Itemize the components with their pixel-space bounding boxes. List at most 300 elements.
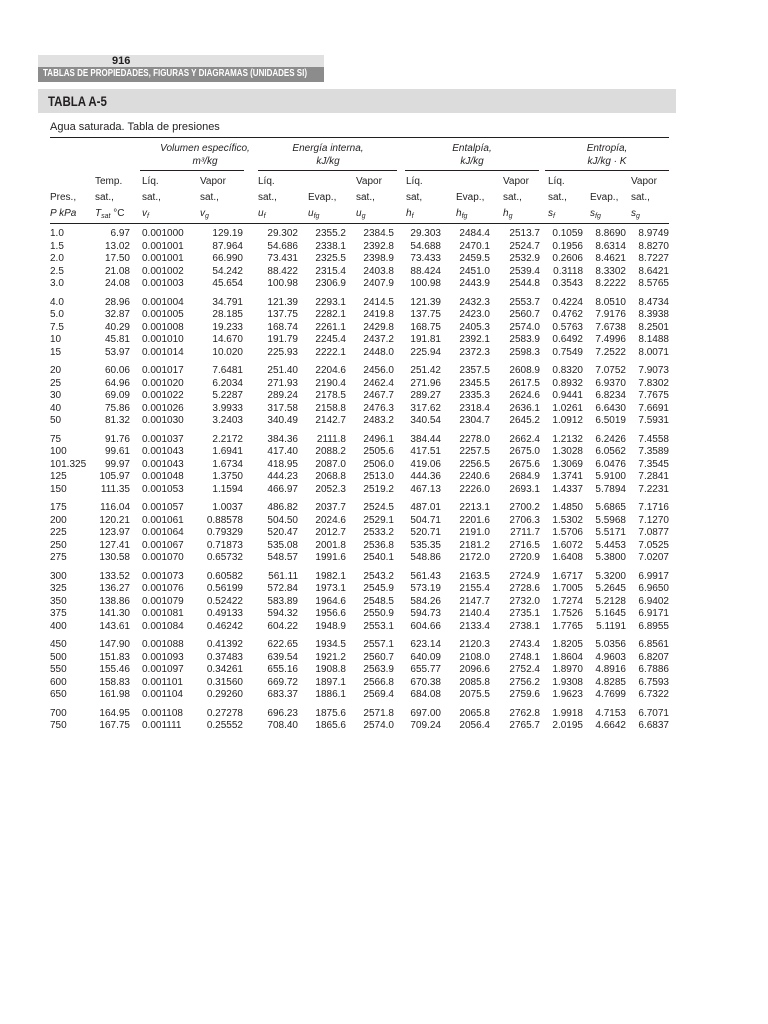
col-ug-line1: Vapor [356,176,382,187]
cell-sfg: 4.7153 [595,707,626,719]
cell-ug: 2533.2 [363,527,394,538]
cell-hf: 271.96 [410,377,441,389]
row-group [0,434,768,497]
cell-hf: 121.39 [410,296,441,308]
cell-pres: 3.0 [50,278,64,289]
cell-pres: 10 [50,334,62,345]
cell-hg: 2756.2 [509,676,540,688]
cell-uf: 669.72 [267,676,298,688]
cell-hf: 623.14 [410,639,441,650]
cell-uf: 137.75 [267,309,298,320]
cell-hfg: 2432.3 [459,296,490,308]
table-row [0,278,768,291]
col-header-vg [200,174,226,225]
cell-ufg: 1982.1 [315,570,346,582]
cell-ug: 2560.7 [363,651,394,663]
cell-sfg: 8.4621 [595,253,626,264]
cell-sfg: 6.0562 [595,446,626,457]
cell-vg: 0.56199 [206,583,243,594]
cell-ug: 2557.1 [363,639,394,650]
cell-uf: 594.32 [267,608,298,619]
col-pres-line2: P kPa [50,208,77,219]
table-row [0,652,768,665]
cell-sg: 6.8207 [638,651,669,663]
cell-vf: 0.001008 [142,321,184,333]
group-header-volumen [140,142,270,168]
cell-temp: 127.41 [99,539,130,551]
cell-sfg: 5.3200 [595,570,626,582]
cell-uf: 88.422 [267,265,298,277]
cell-temp: 45.81 [104,334,130,345]
cell-sf: 1.8604 [552,651,583,663]
cell-sf: 2.0195 [552,720,583,731]
cell-uf: 466.97 [267,483,298,495]
running-head-band [38,55,324,67]
cell-vg: 2.2172 [212,433,243,445]
cell-temp: 138.86 [99,595,130,607]
group-volumen-line2: m³/kg [192,156,218,167]
cell-uf: 418.95 [267,458,298,470]
cell-vf: 0.001030 [142,415,184,426]
col-sg-line2: sat., [631,192,650,203]
cell-vf: 0.001067 [142,539,184,551]
cell-vg: 0.37483 [206,651,243,663]
cell-temp: 13.02 [104,240,130,252]
cell-ug: 2566.8 [363,676,394,688]
cell-hg: 2738.1 [509,620,540,632]
cell-vf: 0.001026 [142,402,184,414]
cell-uf: 604.22 [267,620,298,632]
group-entalpia-line1: Entalpía, [452,143,492,154]
cell-vg: 1.6734 [212,458,243,470]
table-row [0,347,768,360]
cell-ug: 2536.8 [363,539,394,551]
cell-vg: 10.020 [212,346,243,358]
cell-vf: 0.001043 [142,458,184,470]
cell-ug: 2392.8 [363,240,394,252]
cell-sg: 8.5765 [638,278,669,289]
cell-ug: 2540.1 [363,552,394,563]
cell-sfg: 5.6865 [595,502,626,513]
col-vg-line2: sat., [200,192,219,203]
table-row [0,571,768,584]
cell-vf: 0.001004 [142,296,184,308]
cell-temp: 143.61 [99,620,130,632]
table-row [0,390,768,403]
cell-sf: 0.6492 [552,334,583,345]
cell-sfg: 8.3302 [595,265,626,277]
cell-sg: 7.0525 [638,539,669,551]
col-sg-line3: $s_g$ [631,208,640,220]
group-header-entalpia [405,142,539,168]
cell-pres: 125 [50,471,67,482]
col-hg-line2: sat., [503,192,522,203]
col-hfg-line2: $h_{fg}$ [456,208,468,220]
cell-hf: 384.44 [410,433,441,445]
cell-sfg: 5.1645 [595,608,626,619]
cell-hg: 2675.0 [509,446,540,457]
cell-sfg: 6.5019 [595,415,626,426]
cell-temp: 130.58 [99,552,130,563]
cell-pres: 750 [50,720,67,731]
cell-hfg: 2318.4 [459,402,490,414]
col-ug-line3: $u_g$ [356,208,366,220]
table-row [0,228,768,241]
cell-uf: 73.431 [267,253,298,264]
cell-temp: 81.32 [104,415,130,426]
cell-pres: 350 [50,595,67,607]
cell-temp: 24.08 [104,278,130,289]
cell-uf: 639.54 [267,651,298,663]
cell-hfg: 2213.1 [459,502,490,513]
cell-sf: 0.8932 [552,377,583,389]
cell-hf: 697.00 [410,707,441,719]
cell-vf: 0.001108 [142,707,183,719]
cell-hg: 2560.7 [509,309,540,320]
cell-ufg: 2001.8 [315,539,346,551]
cell-hf: 444.36 [410,471,441,482]
cell-hfg: 2056.4 [459,720,490,731]
cell-sg: 8.0071 [638,346,669,358]
cell-hfg: 2191.0 [459,527,490,538]
cell-hfg: 2096.6 [459,664,490,675]
cell-sfg: 5.1191 [596,620,626,632]
cell-hg: 2748.1 [509,651,540,663]
group-entalpia-line2: kJ/kg [460,156,484,167]
cell-temp: 60.06 [104,365,130,376]
cell-vg: 0.79329 [206,527,243,538]
cell-ug: 2506.0 [363,458,394,470]
group-energia-line1: Energía interna, [292,143,364,154]
cell-ufg: 2245.4 [315,334,346,345]
cell-vg: 87.964 [212,240,243,252]
cell-hf: 670.38 [410,676,441,688]
table-body [0,228,768,739]
cell-sg: 7.2841 [638,471,669,482]
cell-sfg: 7.2522 [595,346,626,358]
cell-vg: 19.233 [212,321,243,333]
cell-vg: 1.1594 [212,483,243,495]
cell-pres: 101.325 [50,458,87,470]
cell-sf: 1.4850 [552,502,583,513]
cell-hg: 2544.8 [509,278,540,289]
cell-ug: 2467.7 [363,390,394,401]
cell-vf: 0.001048 [142,471,184,482]
cell-uf: 486.82 [267,502,298,513]
col-header-ug [356,174,382,225]
cell-sf: 1.7765 [552,620,583,632]
group-entropia-line1: Entropía, [586,143,628,154]
cell-vf: 0.001084 [142,620,184,632]
cell-vg: 0.60582 [206,570,243,582]
cell-ug: 2545.9 [363,583,394,594]
group-rule-entropia [545,170,669,171]
cell-hfg: 2226.0 [459,483,490,495]
cell-uf: 271.93 [267,377,298,389]
table-row [0,241,768,254]
cell-ufg: 2088.2 [315,446,346,457]
cell-pres: 1.0 [50,228,64,239]
cell-ufg: 2012.7 [315,527,346,538]
table-row [0,471,768,484]
cell-sfg: 8.8690 [595,228,626,239]
cell-sf: 1.6717 [552,570,583,582]
cell-ug: 2513.0 [363,471,394,482]
cell-hg: 2752.4 [509,664,540,675]
cell-ufg: 2087.0 [315,458,346,470]
cell-temp: 28.96 [104,296,130,308]
cell-sf: 1.3741 [552,471,583,482]
cell-ug: 2550.9 [363,608,394,619]
cell-ug: 2403.8 [363,265,394,277]
cell-ug: 2462.4 [363,377,394,389]
col-header-ufg [308,190,336,225]
cell-sf: 1.3069 [552,458,583,470]
cell-temp: 53.97 [104,346,130,358]
cell-sfg: 6.0476 [595,458,626,470]
cell-sfg: 5.0356 [595,639,626,650]
cell-sfg: 4.8285 [595,676,626,688]
cell-pres: 325 [50,583,67,594]
cell-temp: 133.52 [99,570,130,582]
cell-hg: 2684.9 [509,471,540,482]
cell-vg: 28.185 [212,309,243,320]
cell-pres: 40 [50,402,62,414]
cell-hfg: 2257.5 [459,446,490,457]
cell-hf: 88.424 [410,265,441,277]
cell-sg: 6.9917 [638,570,669,582]
cell-hf: 73.433 [410,253,441,264]
cell-hg: 2728.6 [509,583,540,594]
cell-vf: 0.001020 [142,377,184,389]
cell-sg: 7.2231 [638,483,669,495]
running-head-bar [38,67,324,82]
cell-sg: 8.9749 [638,228,669,239]
cell-temp: 99.61 [104,446,130,457]
cell-sfg: 5.2128 [595,595,626,607]
cell-vf: 0.001014 [142,346,184,358]
cell-hg: 2608.9 [509,365,540,376]
cell-uf: 191.79 [267,334,298,345]
col-ufg-line1: Evap., [308,192,337,203]
cell-hf: 504.71 [410,514,441,526]
cell-uf: 225.93 [267,346,298,358]
cell-vf: 0.001010 [142,334,184,345]
cell-vf: 0.001073 [142,570,184,582]
cell-hf: 535.35 [410,539,441,551]
cell-hg: 2532.9 [509,253,540,264]
cell-vg: 34.791 [212,296,243,308]
cell-sf: 0.2606 [552,253,583,264]
cell-temp: 64.96 [104,377,130,389]
cell-pres: 500 [50,651,67,663]
cell-hf: 54.688 [410,240,441,252]
group-volumen-line1: Volumen específico, [160,143,250,154]
cell-hg: 2636.1 [509,402,540,414]
col-vf-line1: Líq. [142,176,159,187]
col-header-sfg [590,190,618,225]
cell-pres: 4.0 [50,296,64,308]
col-vf-line2: sat., [142,192,161,203]
col-temp-line2: sat., [95,192,114,203]
cell-temp: 6.97 [110,228,130,239]
cell-sg: 8.7227 [638,253,669,264]
cell-sf: 1.6072 [552,539,583,551]
cell-sf: 1.8970 [552,664,583,675]
cell-uf: 561.11 [268,570,298,582]
cell-ug: 2524.5 [363,502,394,513]
cell-vf: 0.001000 [142,228,184,239]
cell-hfg: 2172.0 [459,552,490,563]
cell-vf: 0.001093 [142,651,184,663]
cell-sfg: 5.7894 [595,483,626,495]
cell-ug: 2476.3 [363,402,394,414]
cell-hf: 684.08 [410,689,441,700]
cell-hfg: 2304.7 [459,415,490,426]
cell-hfg: 2108.0 [459,651,490,663]
cell-pres: 75 [50,433,62,445]
cell-sf: 1.0261 [552,402,583,414]
col-vg-line3: $v_g$ [200,208,209,220]
cell-uf: 655.16 [267,664,298,675]
table-row [0,708,768,721]
cell-ufg: 1921.2 [315,651,346,663]
cell-vf: 0.001002 [142,265,184,277]
cell-pres: 375 [50,608,67,619]
cell-hfg: 2405.3 [459,321,490,333]
col-header-hfg [456,190,484,225]
cell-vg: 45.654 [212,278,243,289]
cell-ufg: 2306.9 [315,278,346,289]
cell-vf: 0.001064 [142,527,184,538]
cell-sg: 8.8270 [638,240,669,252]
cell-ufg: 2293.1 [315,296,346,308]
cell-hfg: 2335.3 [459,390,490,401]
cell-pres: 100 [50,446,67,457]
cell-vf: 0.001057 [142,502,184,513]
cell-uf: 168.74 [267,321,298,333]
cell-hfg: 2240.6 [459,471,490,482]
page-number: 916 [112,55,131,67]
group-entropia-line2: kJ/kg · K [587,156,627,167]
cell-pres: 175 [50,502,67,513]
cell-ug: 2529.1 [363,514,394,526]
cell-temp: 136.27 [99,583,130,594]
cell-sg: 6.7886 [638,664,669,675]
cell-sf: 1.0912 [552,415,583,426]
col-sg-line1: Vapor [631,176,657,187]
cell-hg: 2539.4 [509,265,540,277]
cell-temp: 91.76 [104,433,130,445]
cell-sf: 1.5302 [552,514,583,526]
cell-hg: 2706.3 [509,514,540,526]
cell-sg: 6.7593 [638,676,669,688]
cell-hf: 655.77 [410,664,441,675]
col-sf-line2: sat., [548,192,567,203]
col-hfg-line1: Evap., [456,192,485,203]
cell-temp: 17.50 [104,253,130,264]
cell-vg: 0.46242 [206,620,243,632]
cell-uf: 520.47 [267,527,298,538]
cell-hfg: 2256.5 [459,458,490,470]
cell-ug: 2429.8 [363,321,394,333]
table-row [0,583,768,596]
cell-vg: 0.49133 [206,608,243,619]
cell-sf: 0.3543 [552,278,583,289]
cell-ufg: 2315.4 [315,265,346,277]
cell-pres: 5.0 [50,309,64,320]
col-header-sg [631,174,657,225]
cell-sg: 7.5931 [638,415,669,426]
cell-ufg: 2204.6 [315,365,346,376]
cell-sg: 6.9650 [638,583,669,594]
cell-ufg: 2024.6 [315,514,346,526]
col-sf-line1: Líq. [548,176,565,187]
cell-hfg: 2345.5 [459,377,490,389]
cell-sf: 0.5763 [552,321,583,333]
cell-ufg: 1897.1 [315,676,346,688]
col-uf-line1: Líq. [258,176,275,187]
row-group [0,571,768,634]
cell-hg: 2513.7 [509,228,540,239]
cell-sg: 8.4734 [638,296,669,308]
cell-hfg: 2423.0 [459,309,490,320]
col-header-pres [50,190,76,222]
col-sfg-line1: Evap., [590,192,619,203]
col-hf-line2: sat, [406,192,423,203]
cell-hg: 2724.9 [509,570,540,582]
cell-hg: 2765.7 [509,720,540,731]
cell-pres: 20 [50,365,62,376]
cell-sg: 7.0207 [638,552,669,563]
table-row [0,484,768,497]
cell-uf: 548.57 [267,552,298,563]
cell-hf: 561.43 [410,570,441,582]
cell-ufg: 2325.5 [315,253,346,264]
cell-uf: 444.23 [267,471,298,482]
cell-vg: 0.65732 [206,552,243,563]
cell-pres: 50 [50,415,62,426]
cell-hg: 2624.6 [509,390,540,401]
cell-vg: 0.52422 [206,595,243,607]
table-row [0,502,768,515]
group-rule-entalpia [405,170,539,171]
cell-ufg: 2037.7 [315,502,346,513]
table-row [0,527,768,540]
cell-sf: 1.2132 [552,433,583,445]
cell-pres: 275 [50,552,67,563]
cell-vg: 14.670 [212,334,243,345]
cell-sfg: 6.8234 [595,390,626,401]
cell-vg: 0.25552 [206,720,243,731]
cell-hg: 2617.5 [509,377,540,389]
cell-hf: 584.26 [410,595,441,607]
cell-ufg: 2222.1 [315,346,346,358]
group-rule-volumen [140,170,244,171]
cell-vf: 0.001053 [142,483,184,495]
cell-temp: 167.75 [99,720,130,731]
cell-hf: 520.71 [410,527,441,538]
running-head: TABLAS DE PROPIEDADES, FIGURAS Y DIAGRAMAS (UNIDADES SI) [43,68,308,79]
cell-sfg: 6.6430 [595,402,626,414]
cell-sfg: 7.9176 [595,309,626,320]
cell-pres: 400 [50,620,67,632]
table-row [0,664,768,677]
cell-hg: 2716.5 [509,539,540,551]
cell-vf: 0.001111 [142,720,182,731]
cell-ug: 2483.2 [363,415,394,426]
table-row [0,689,768,702]
